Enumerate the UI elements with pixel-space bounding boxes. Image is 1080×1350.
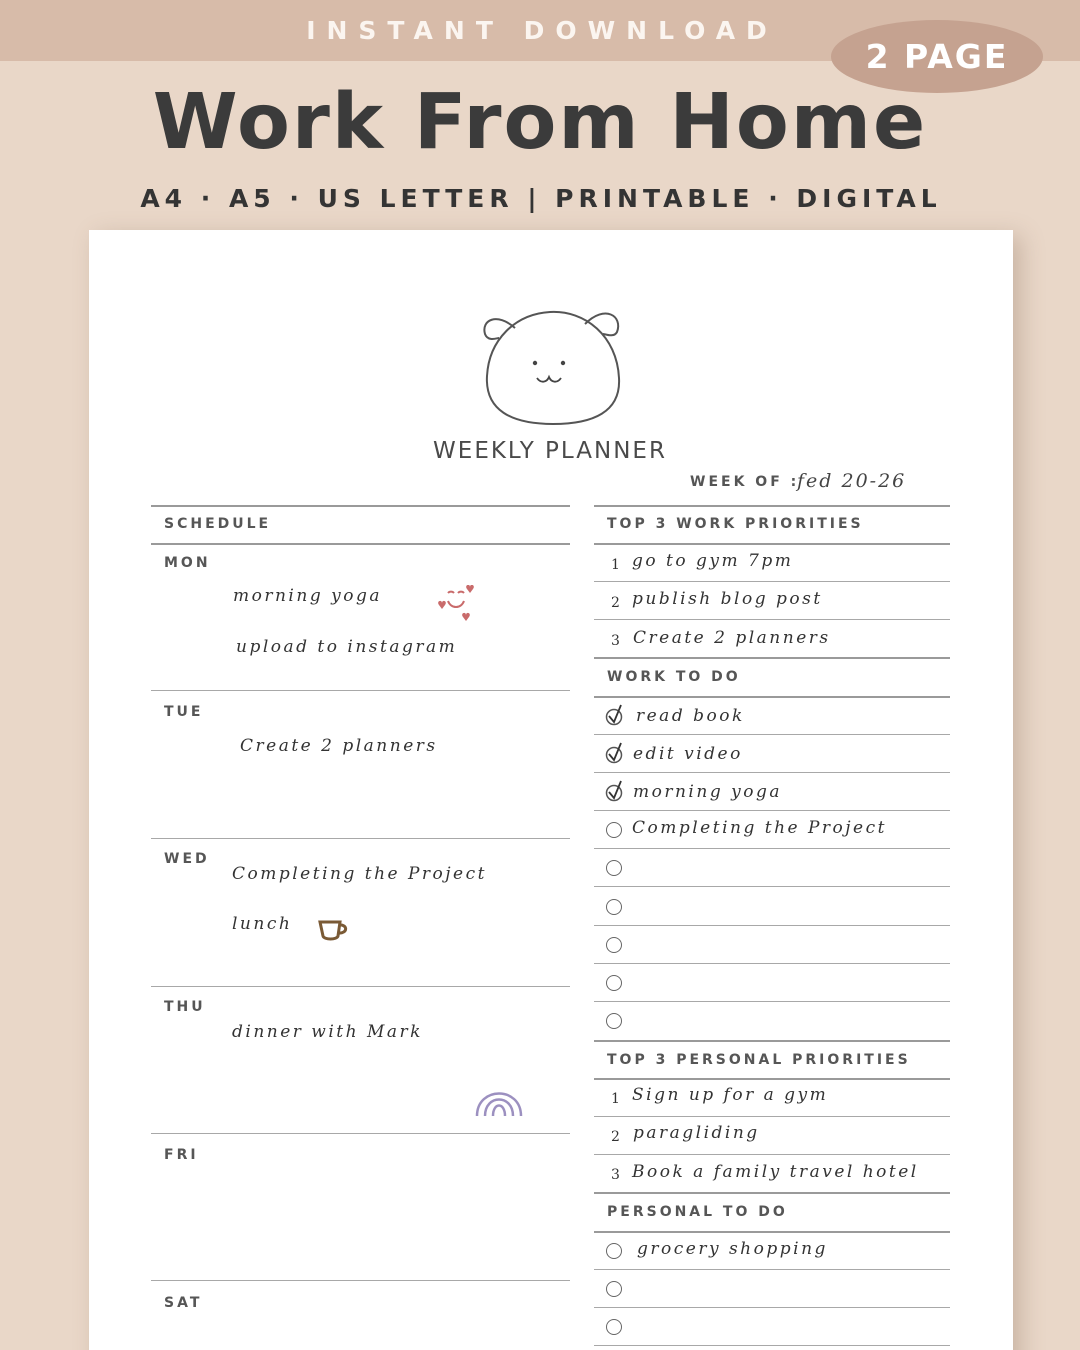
divider: [151, 690, 570, 691]
empty-checkbox-icon[interactable]: [606, 1319, 622, 1335]
schedule-entry[interactable]: Create 2 planners: [240, 736, 438, 756]
day-label-sat: SAT: [164, 1295, 203, 1311]
day-label-tue: TUE: [164, 704, 204, 720]
empty-checkbox-icon[interactable]: [606, 822, 622, 838]
empty-checkbox-icon[interactable]: [606, 937, 622, 953]
instant-download-banner: INSTANT DOWNLOAD: [306, 16, 778, 45]
product-title: Work From Home: [152, 78, 928, 167]
divider: [594, 1192, 950, 1194]
day-label-fri: FRI: [164, 1147, 199, 1163]
work-todo-item[interactable]: Completing the Project: [632, 818, 887, 838]
personal-todo-item[interactable]: grocery shopping: [637, 1239, 828, 1259]
planner-title: WEEKLY PLANNER: [433, 438, 667, 464]
work-priorities-heading: TOP 3 WORK PRIORITIES: [607, 516, 864, 532]
schedule-entry[interactable]: dinner with Mark: [232, 1022, 423, 1042]
personal-todo-heading: PERSONAL TO DO: [607, 1204, 788, 1220]
bear-face-icon: [475, 290, 630, 435]
priority-number: 1: [611, 1091, 620, 1107]
empty-checkbox-icon[interactable]: [606, 975, 622, 991]
checked-circle-icon[interactable]: [604, 741, 626, 765]
work-todo-item[interactable]: read book: [636, 706, 745, 726]
divider: [594, 1231, 950, 1233]
smiley-hearts-icon: [434, 585, 478, 629]
empty-checkbox-icon[interactable]: [606, 1243, 622, 1259]
divider: [594, 1307, 950, 1308]
week-of-value[interactable]: fed 20-26: [797, 470, 907, 492]
divider: [594, 1116, 950, 1117]
page-count-badge: 2 PAGE: [831, 20, 1043, 93]
divider: [594, 1040, 950, 1042]
divider: [594, 963, 950, 964]
divider: [594, 734, 950, 735]
schedule-entry[interactable]: Completing the Project: [232, 864, 487, 884]
divider: [151, 505, 570, 507]
empty-checkbox-icon[interactable]: [606, 860, 622, 876]
personal-priority-item[interactable]: Sign up for a gym: [632, 1085, 829, 1105]
priority-number: 3: [611, 633, 620, 649]
divider: [151, 543, 570, 545]
divider: [594, 886, 950, 887]
divider: [594, 810, 950, 811]
divider: [594, 543, 950, 545]
divider: [151, 1133, 570, 1134]
divider: [594, 657, 950, 659]
divider: [594, 1154, 950, 1155]
work-priority-item[interactable]: publish blog post: [632, 589, 823, 609]
divider: [151, 986, 570, 987]
divider: [594, 848, 950, 849]
priority-number: 3: [611, 1167, 620, 1183]
priority-number: 2: [611, 1129, 620, 1145]
schedule-entry[interactable]: upload to instagram: [236, 637, 458, 657]
coffee-cup-icon: [318, 918, 350, 944]
work-todo-item[interactable]: morning yoga: [633, 782, 782, 802]
week-of-label: WEEK OF :: [690, 474, 800, 490]
divider: [151, 1280, 570, 1281]
day-label-mon: MON: [164, 555, 211, 571]
priority-number: 1: [611, 557, 620, 573]
divider: [594, 1078, 950, 1080]
empty-checkbox-icon[interactable]: [606, 1281, 622, 1297]
divider: [594, 1269, 950, 1270]
divider: [594, 619, 950, 620]
personal-priorities-heading: TOP 3 PERSONAL PRIORITIES: [607, 1052, 911, 1068]
divider: [594, 772, 950, 773]
format-subtitle: A4 · A5 · US LETTER | PRINTABLE · DIGITAL: [140, 184, 942, 213]
divider: [594, 696, 950, 698]
divider: [594, 1345, 950, 1346]
work-priority-item[interactable]: go to gym 7pm: [632, 551, 794, 571]
personal-priority-item[interactable]: paragliding: [633, 1123, 760, 1143]
schedule-entry[interactable]: morning yoga: [233, 586, 382, 606]
schedule-entry[interactable]: lunch: [232, 914, 293, 934]
day-label-wed: WED: [164, 851, 210, 867]
day-label-thu: THU: [164, 999, 206, 1015]
divider: [151, 838, 570, 839]
personal-priority-item[interactable]: Book a family travel hotel: [632, 1162, 919, 1182]
divider: [594, 505, 950, 507]
checked-circle-icon[interactable]: [604, 703, 626, 727]
empty-checkbox-icon[interactable]: [606, 1013, 622, 1029]
work-priority-item[interactable]: Create 2 planners: [633, 628, 831, 648]
rainbow-icon: [474, 1078, 524, 1118]
work-todo-heading: WORK TO DO: [607, 669, 741, 685]
divider: [594, 1001, 950, 1002]
checked-circle-icon[interactable]: [604, 779, 626, 803]
priority-number: 2: [611, 595, 620, 611]
schedule-heading: SCHEDULE: [164, 516, 272, 532]
work-todo-item[interactable]: edit video: [633, 744, 743, 764]
divider: [594, 581, 950, 582]
divider: [594, 925, 950, 926]
empty-checkbox-icon[interactable]: [606, 899, 622, 915]
